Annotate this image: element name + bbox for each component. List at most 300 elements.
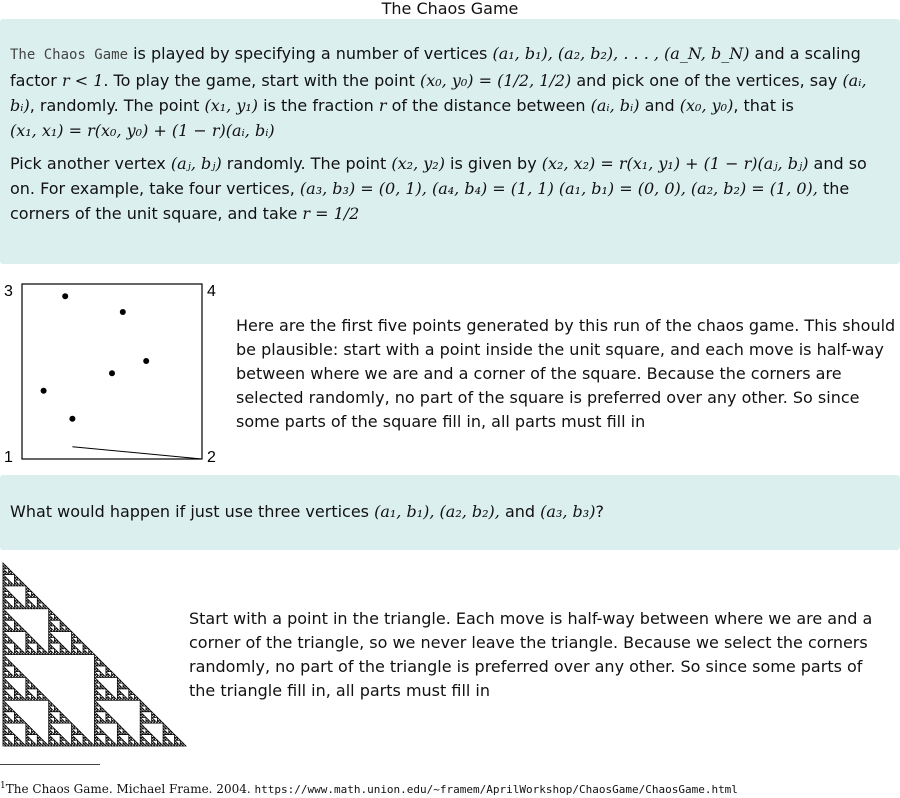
sierpinski-cell: [3, 735, 6, 738]
sierpinski-cell: [37, 740, 40, 743]
sierpinski-cell: [52, 732, 55, 735]
sierpinski-cell: [95, 720, 98, 723]
sierpinski-cell: [52, 715, 55, 718]
sierpinski-cell: [6, 617, 9, 620]
sierpinski-cell: [117, 735, 120, 738]
sierpinski-cell: [80, 652, 83, 655]
sierpinski-cell: [14, 669, 17, 672]
sierpinski-cell: [32, 683, 35, 686]
sierpinski-cell: [149, 709, 152, 712]
sierpinski-cell: [60, 712, 63, 715]
sierpinski-cell: [86, 743, 89, 746]
sierpinski-cell: [123, 683, 126, 686]
sierpinski-cell: [115, 675, 118, 678]
sierpinski-cell: [95, 680, 98, 683]
math-corners: (a₃, b₃) = (0, 1), (a₄, b₄) = (1, 1) (a₁, b₁) = (0, 0), (a₂, b₂) = (1, 0),: [299, 179, 818, 198]
sierpinski-cell: [95, 666, 98, 669]
sierpinski-cell: [54, 732, 57, 735]
sierpinski-cell: [129, 735, 132, 738]
sierpinski-cell: [9, 637, 12, 640]
sierpinski-cell: [74, 737, 77, 740]
sierpinski-cell: [34, 594, 37, 597]
sierpinski-cell: [17, 583, 20, 586]
text-span: and pick one of the vertices, say: [571, 71, 843, 90]
sierpinski-cell: [17, 692, 20, 695]
sierpinski-cell: [95, 655, 98, 658]
sierpinski-cell: [95, 669, 98, 672]
sierpinski-cell: [26, 652, 29, 655]
sierpinski-cell: [126, 686, 129, 689]
sierpinski-cell: [140, 700, 143, 703]
sierpinski-cell: [152, 737, 155, 740]
math-x0: (x₀, y₀): [679, 96, 734, 115]
sierpinski-cell: [175, 735, 178, 738]
sierpinski-cell: [95, 686, 98, 689]
sierpinski-cell: [95, 726, 98, 729]
sierpinski-cell: [20, 626, 23, 629]
sierpinski-cell: [106, 737, 109, 740]
sierpinski-cell: [12, 743, 15, 746]
sierpinski-cell: [152, 740, 155, 743]
sierpinski-cell: [54, 717, 57, 720]
math-r: r < 1: [61, 71, 104, 90]
sierpinski-cell: [14, 580, 17, 583]
sierpinski-cell: [32, 592, 35, 595]
sierpinski-cell: [32, 606, 35, 609]
sierpinski-cell: [77, 729, 80, 732]
sierpinski-cell: [26, 737, 29, 740]
sierpinski-cell: [95, 709, 98, 712]
sierpinski-cell: [146, 706, 149, 709]
chaos-point: [109, 370, 115, 376]
sierpinski-cell: [26, 632, 29, 635]
sierpinski-cell: [23, 675, 26, 678]
sierpinski-cell: [29, 589, 32, 592]
sierpinski-cell: [100, 717, 103, 720]
sierpinski-cell: [29, 743, 32, 746]
sierpinski-cell: [3, 614, 6, 617]
sierpinski-cell: [20, 583, 23, 586]
sierpinski-cell: [3, 657, 6, 660]
sierpinski-cell: [132, 697, 135, 700]
sierpinski-cell: [9, 603, 12, 606]
sierpinski-cell: [3, 643, 6, 646]
sierpinski-cell: [32, 649, 35, 652]
sierpinski-cell: [49, 703, 52, 706]
sierpinski-cell: [72, 634, 75, 637]
text-span: of the distance between: [386, 96, 591, 115]
sierpinski-cell: [100, 720, 103, 723]
sierpinski-cell: [77, 640, 80, 643]
sierpinski-cell: [74, 743, 77, 746]
sierpinski-cell: [14, 643, 17, 646]
sierpinski-cell: [72, 740, 75, 743]
sierpinski-cell: [135, 697, 138, 700]
question-box: [0, 475, 900, 550]
sierpinski-cell: [9, 672, 12, 675]
sierpinski-cell: [95, 706, 98, 709]
sierpinski-cell: [132, 692, 135, 695]
sierpinski-cell: [135, 695, 138, 698]
sierpinski-cell: [100, 663, 103, 666]
sierpinski-cell: [26, 677, 29, 680]
intro-box: [0, 19, 900, 264]
sierpinski-cell: [34, 697, 37, 700]
chaos-point: [143, 358, 149, 364]
sierpinski-cell: [97, 732, 100, 735]
sierpinski-cell: [12, 697, 15, 700]
sierpinski-cell: [89, 740, 92, 743]
sierpinski-cell: [132, 743, 135, 746]
sierpinski-cell: [49, 720, 52, 723]
sierpinski-cell: [54, 729, 57, 732]
sierpinski-cell: [72, 729, 75, 732]
text-span: the corners of the unit square, and take: [10, 179, 850, 223]
sierpinski-cell: [103, 686, 106, 689]
sierpinski-cell: [57, 743, 60, 746]
sierpinski-cell: [6, 657, 9, 660]
sierpinski-cell: [3, 743, 6, 746]
sierpinski-cell: [17, 720, 20, 723]
sierpinski-cell: [49, 700, 52, 703]
sierpinski-cell: [3, 737, 6, 740]
sierpinski-cell: [3, 652, 6, 655]
sierpinski-cell: [106, 735, 109, 738]
sierpinski-cell: [6, 675, 9, 678]
intro-paragraph-2: [10, 151, 890, 226]
sierpinski-cell: [3, 632, 6, 635]
sierpinski-cell: [20, 672, 23, 675]
sierpinski-cell: [3, 712, 6, 715]
sierpinski-cell: [52, 634, 55, 637]
sierpinski-cell: [152, 717, 155, 720]
sierpinski-cell: [6, 566, 9, 569]
sierpinski-cell: [9, 740, 12, 743]
sierpinski-cell: [140, 723, 143, 726]
math-start: (x₀, y₀) = (1/2, 1/2): [419, 71, 572, 90]
sierpinski-cell: [155, 720, 158, 723]
sierpinski-cell: [26, 689, 29, 692]
sierpinski-cell: [83, 649, 86, 652]
sierpinski-cell: [9, 732, 12, 735]
sierpinski-cell: [20, 720, 23, 723]
sierpinski-cell: [66, 717, 69, 720]
sierpinski-cell: [3, 612, 6, 615]
sierpinski-cell: [23, 652, 26, 655]
sierpinski-cell: [97, 663, 100, 666]
sierpinski-cell: [6, 623, 9, 626]
sierpinski-cell: [32, 640, 35, 643]
sierpinski-cell: [37, 597, 40, 600]
sierpinski-cell: [112, 743, 115, 746]
sierpinski-cell: [3, 606, 6, 609]
sierpinski-cell: [14, 675, 17, 678]
sierpinski-cell: [46, 743, 49, 746]
sierpinski-cell: [6, 669, 9, 672]
sierpinski-cell: [37, 692, 40, 695]
sierpinski-cell: [155, 743, 158, 746]
sierpinski-cell: [43, 649, 46, 652]
sierpinski-cell: [49, 743, 52, 746]
sierpinski-cell: [23, 720, 26, 723]
sierpinski-cell: [49, 652, 52, 655]
sierpinski-cell: [74, 646, 77, 649]
sierpinski-cell: [14, 735, 17, 738]
sierpinski-cell: [12, 675, 15, 678]
text-span: is the fraction: [258, 96, 379, 115]
text-span: randomly. The point: [221, 154, 392, 173]
sierpinski-cell: [6, 703, 9, 706]
sierpinski-cell: [6, 629, 9, 632]
sierpinski-cell: [117, 683, 120, 686]
sierpinski-cell: [26, 606, 29, 609]
sierpinski-cell: [66, 629, 69, 632]
sierpinski-cell: [63, 629, 66, 632]
sierpinski-cell: [49, 646, 52, 649]
sierpinski-cell: [157, 740, 160, 743]
sierpinski-cell: [6, 686, 9, 689]
sierpinski-cell: [37, 697, 40, 700]
sierpinski-cell: [72, 643, 75, 646]
sierpinski-cell: [117, 695, 120, 698]
sierpinski-cell: [3, 569, 6, 572]
sierpinski-cell: [180, 743, 183, 746]
sierpinski-cell: [103, 675, 106, 678]
chaos-point: [41, 388, 47, 394]
sierpinski-cell: [20, 675, 23, 678]
sierpinski-cell: [66, 740, 69, 743]
sierpinski-cell: [106, 715, 109, 718]
sierpinski-cell: [3, 677, 6, 680]
sierpinski-cell: [140, 717, 143, 720]
text-span: , randomly. The point: [29, 96, 205, 115]
sierpinski-cell: [117, 697, 120, 700]
sierpinski-cell: [146, 732, 149, 735]
sierpinski-cell: [9, 592, 12, 595]
sierpinski-cell: [152, 743, 155, 746]
sierpinski-cell: [120, 692, 123, 695]
sierpinski-cell: [14, 737, 17, 740]
sierpinski-cell: [12, 572, 15, 575]
sierpinski-cell: [66, 743, 69, 746]
sierpinski-cell: [54, 626, 57, 629]
sierpinski-cell: [106, 740, 109, 743]
sierpinski-cell: [106, 697, 109, 700]
sierpinski-cell: [123, 695, 126, 698]
sierpinski-cell: [9, 652, 12, 655]
sierpinski-cell: [49, 715, 52, 718]
sierpinski-cell: [40, 743, 43, 746]
sierpinski-cell: [152, 712, 155, 715]
sierpinski-cell: [6, 577, 9, 580]
sierpinski-cell: [140, 737, 143, 740]
sierpinski-cell: [97, 686, 100, 689]
sierpinski-cell: [3, 672, 6, 675]
sierpinski-cell: [12, 640, 15, 643]
math-v3: (a₃, b₃): [540, 502, 596, 521]
sierpinski-cell: [49, 612, 52, 615]
sierpinski-cell: [26, 686, 29, 689]
sierpinski-cell: [95, 689, 98, 692]
sierpinski-cell: [43, 740, 46, 743]
sierpinski-cell: [63, 743, 66, 746]
sierpinski-cell: [9, 614, 12, 617]
text-span: and a scaling factor: [10, 44, 861, 90]
math-formula-2: (x₂, x₂) = r(x₁, y₁) + (1 − r)(aⱼ, bⱼ): [541, 154, 809, 173]
sierpinski-cell: [9, 580, 12, 583]
sierpinski-cell: [54, 614, 57, 617]
math-x1: (x₁, y₁): [204, 96, 259, 115]
sierpinski-cell: [20, 652, 23, 655]
sierpinski-cell: [106, 666, 109, 669]
sierpinski-cell: [54, 640, 57, 643]
sierpinski-cell: [140, 706, 143, 709]
sierpinski-cell: [66, 626, 69, 629]
sierpinski-cell: [57, 652, 60, 655]
sierpinski-cell: [57, 640, 60, 643]
sierpinski-cell: [9, 729, 12, 732]
sierpinski-cell: [52, 629, 55, 632]
sierpinski-cell: [32, 743, 35, 746]
sierpinski-cell: [9, 717, 12, 720]
sierpinski-cell: [172, 743, 175, 746]
sierpinski-cell: [9, 686, 12, 689]
sierpinski-cell: [95, 672, 98, 675]
sierpinski-cell: [120, 726, 123, 729]
sierpinski-cell: [149, 743, 152, 746]
sierpinski-cell: [77, 732, 80, 735]
sierpinski-cell: [112, 675, 115, 678]
sierpinski-cell: [3, 586, 6, 589]
sierpinski-cell: [77, 652, 80, 655]
sierpinski-cell: [3, 686, 6, 689]
sierpinski-cell: [14, 720, 17, 723]
square-explanation: Here are the first five points generated by this run of the chaos game. This should be plausible: start with a point inside the unit square, and each move is half-way between where we are and a corner of the square. Because the corners are selected randomly, no part of the square is preferred over any other. So since some parts of the square fill in, all parts must fill in: [236, 316, 896, 431]
sierpinski-cell: [3, 732, 6, 735]
sierpinski-cell: [57, 732, 60, 735]
sierpinski-cell: [6, 680, 9, 683]
text-span: . To play the game, start with the point: [103, 71, 420, 90]
sierpinski-cell: [60, 620, 63, 623]
sierpinski-cell: [117, 723, 120, 726]
sierpinski-cell: [49, 640, 52, 643]
sierpinski-cell: [97, 737, 100, 740]
sierpinski-cell: [83, 743, 86, 746]
sierpinski-cell: [103, 663, 106, 666]
sierpinski-cell: [49, 617, 52, 620]
sierpinski-cell: [63, 652, 66, 655]
sierpinski-cell: [83, 652, 86, 655]
sierpinski-cell: [69, 743, 72, 746]
sierpinski-cell: [166, 726, 169, 729]
sierpinski-cell: [117, 689, 120, 692]
sierpinski-cell: [117, 737, 120, 740]
sierpinski-cell: [166, 732, 169, 735]
sierpinski-cell: [17, 600, 20, 603]
sierpinski-cell: [6, 606, 9, 609]
sierpinski-cell: [20, 697, 23, 700]
sierpinski-cell: [3, 594, 6, 597]
sierpinski-cell: [106, 669, 109, 672]
sierpinski-cell: [86, 646, 89, 649]
sierpinski-cell: [20, 743, 23, 746]
sierpinski-cell: [89, 652, 92, 655]
sierpinski-cell: [115, 743, 118, 746]
sierpinski-cell: [177, 743, 180, 746]
footnote-url[interactable]: https://www.math.union.edu/~framem/AprilWorkshop/ChaosGame/ChaosGame.html: [254, 783, 738, 796]
sierpinski-cell: [129, 743, 132, 746]
sierpinski-cell: [23, 743, 26, 746]
sierpinski-cell: [83, 646, 86, 649]
sierpinski-cell: [97, 680, 100, 683]
sierpinski-cell: [60, 652, 63, 655]
sierpinski-cell: [32, 729, 35, 732]
sierpinski-cell: [97, 669, 100, 672]
sierpinski-cell: [3, 592, 6, 595]
sierpinski-cell: [14, 583, 17, 586]
sierpinski-cell: [17, 646, 20, 649]
sierpinski-cell: [9, 683, 12, 686]
sierpinski-cell: [14, 600, 17, 603]
sierpinski-cell: [146, 740, 149, 743]
sierpinski-cell: [34, 640, 37, 643]
sierpinski-cell: [146, 709, 149, 712]
sierpinski-cell: [23, 606, 26, 609]
sierpinski-cell: [117, 726, 120, 729]
sierpinski-cell: [117, 680, 120, 683]
sierpinski-cell: [60, 720, 63, 723]
sierpinski-cell: [163, 735, 166, 738]
sierpinski-cell: [12, 583, 15, 586]
sierpinski-cell: [74, 640, 77, 643]
sierpinski-cell: [26, 729, 29, 732]
sierpinski-cell: [157, 743, 160, 746]
sierpinski-cell: [43, 603, 46, 606]
sierpinski-cell: [117, 729, 120, 732]
sierpinski-cell: [14, 712, 17, 715]
sierpinski-cell: [12, 652, 15, 655]
sierpinski-cell: [100, 729, 103, 732]
sierpinski-cell: [9, 569, 12, 572]
sierpinski-cell: [109, 669, 112, 672]
sierpinski-cell: [14, 743, 17, 746]
sierpinski-cell: [95, 692, 98, 695]
sierpinski-cell: [3, 720, 6, 723]
math-r: r: [378, 96, 387, 115]
sierpinski-cell: [14, 649, 17, 652]
sierpinski-cell: [100, 709, 103, 712]
text-span: Pick another vertex: [10, 154, 171, 173]
sierpinski-cell: [143, 726, 146, 729]
sierpinski-cell: [3, 700, 6, 703]
sierpinski-cell: [26, 695, 29, 698]
sierpinski-cell: [60, 646, 63, 649]
sierpinski-cell: [40, 606, 43, 609]
sierpinski-cell: [163, 740, 166, 743]
sierpinski-cell: [129, 695, 132, 698]
sierpinski-cell: [29, 646, 32, 649]
sierpinski-cell: [77, 740, 80, 743]
sierpinski-cell: [12, 709, 15, 712]
sierpinski-cell: [26, 646, 29, 649]
sierpinski-cell: [6, 726, 9, 729]
sierpinski-cell: [37, 695, 40, 698]
sierpinski-cell: [20, 695, 23, 698]
sierpinski-cell: [117, 743, 120, 746]
sierpinski-cell: [80, 732, 83, 735]
sierpinski-cell: [14, 695, 17, 698]
sierpinski-cell: [100, 695, 103, 698]
